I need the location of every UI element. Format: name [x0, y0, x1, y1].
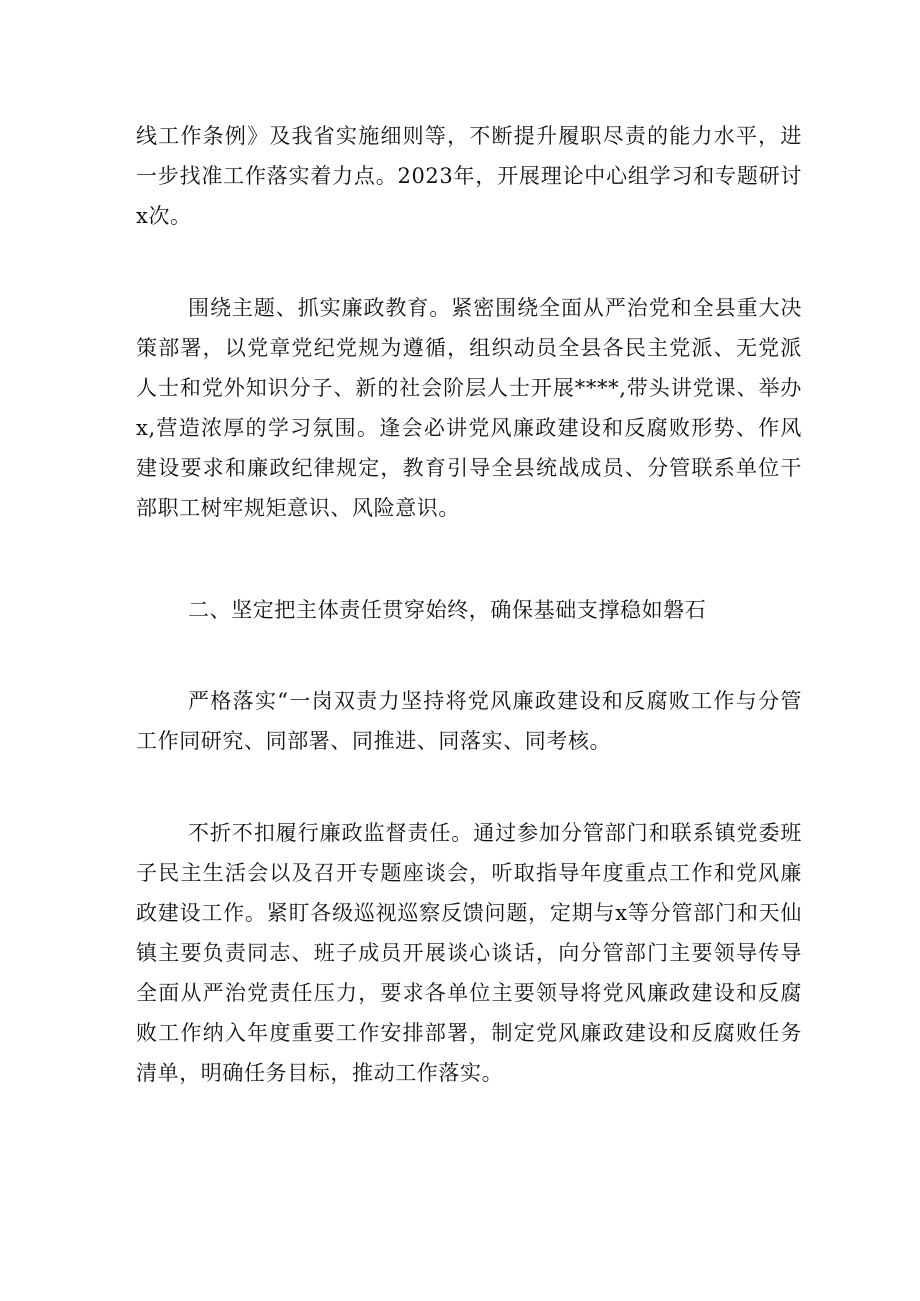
paragraph-integrity-education: 围绕主题、抓实廉政教育。紧密围绕全面从严治党和全县重大决策部署，以党章党纪党规为遵循，组织动员全县各民主党派、无党派人士和党外知识分子、新的社会阶层人士开展****,带头讲党课、举办x,营造浓厚的学习氛围。逢会必讲党风廉政建设和反腐败形势、作风建设要求和廉政纪律规定，教育引导全县统战成员、分管联系单位干部职工树牢规矩意识、风险意识。	[136, 296, 802, 520]
section-heading-2: 二、坚定把主体责任贯穿始终，确保基础支撑稳如磐石	[188, 598, 707, 622]
paragraph-continuation: 线工作条例》及我省实施细则等，不断提升履职尽责的能力水平，进一步找准工作落实着力点。2023年，开展理论中心组学习和专题研讨x次。	[136, 124, 802, 228]
paragraph-dual-responsibility: 严格落实“一岗双责力坚持将党风廉政建设和反腐败工作与分管工作同研究、同部署、同推进、同落实、同考核。	[136, 689, 802, 753]
paragraph-supervision-responsibility: 不折不扣履行廉政监督责任。通过参加分管部门和联系镇党委班子民主生活会以及召开专题座谈会，听取指导年度重点工作和党风廉政建设工作。紧盯各级巡视巡察反馈问题，定期与x等分管部门和天仙镇主要负责同志、班子成员开展谈心谈话，向分管部门主要领导传导全面从严治党责任压力，要求各单位主要领导将党风廉政建设和反腐败工作纳入年度重要工作安排部署，制定党风廉政建设和反腐败任务清单，明确任务目标，推动工作落实。	[136, 821, 802, 1085]
